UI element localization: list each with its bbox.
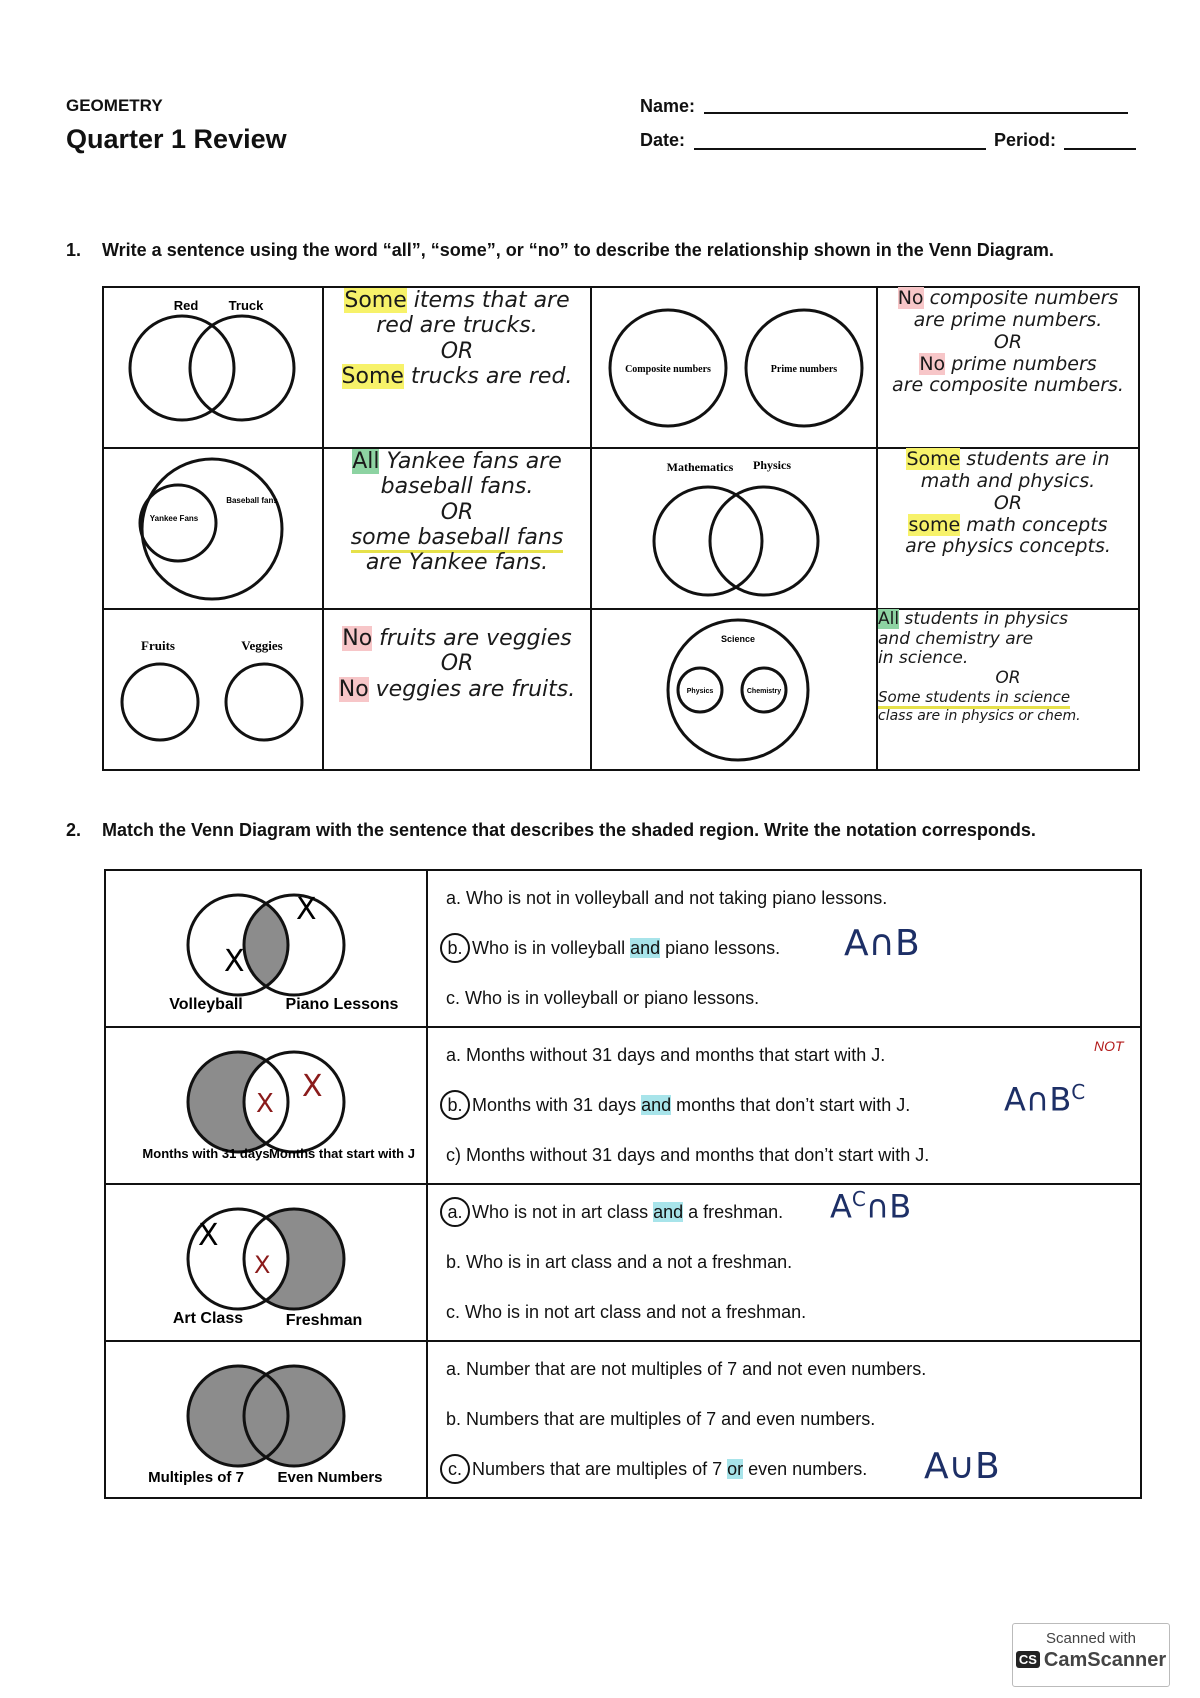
q2-prompt [66,820,1036,841]
mark-x-1: X [224,944,245,979]
option-4c-pre: Numbers that are multiples of 7 [472,1459,728,1479]
venn-red-truck [104,288,320,442]
option-1b-letter: b. [440,933,470,963]
venn-months [106,1028,424,1178]
word-some-4: some [908,513,961,536]
option-1b-pre: Who is in volleyball [472,938,631,958]
venn-yankee-baseball [104,449,320,603]
a6-line4: Some students in science [878,688,1071,707]
note-not: NOT [1094,1038,1124,1054]
circle-physics [710,487,818,595]
q2-text: Match the Venn Diagram with the sentence that describes the shaded region. Write the notation corresponds. [102,820,1036,840]
a1-line1: items that are [406,288,570,313]
option-4c [446,1444,1140,1494]
word-no-1: No [897,287,924,309]
option-1b-post: piano lessons. [660,938,781,958]
venn-multiples-even [106,1342,424,1492]
venn-art-freshman [106,1185,424,1335]
venn-volleyball-piano [106,871,424,1021]
word-some-2: Some [341,363,404,389]
page-title: Quarter 1 Review [66,124,287,154]
a5-line3: veggies are fruits. [368,676,576,702]
label-red: Red [173,298,199,313]
stamp-line2 [1013,1649,1169,1672]
word-no-3: No [342,626,373,651]
q2-table [104,869,1142,1499]
label-volleyball: Volleyball [169,996,243,1013]
q1-number: 1. [66,240,82,260]
diagram-fruits-veggies [103,609,323,770]
label-multiples: Multiples of 7 [148,1469,244,1486]
a2-line3: prime numbers [945,352,1097,375]
diagram-yankee-baseball [103,448,323,609]
label-physics-inner: Physics [686,688,714,695]
period-line [1064,148,1136,150]
answer-red-truck [323,287,591,448]
answer-math-physics [877,448,1139,609]
circle-math [654,487,762,595]
a3-line1: Yankee fans are [379,449,562,474]
option-3c: c. Who is in not art class and not a freshman. [446,1302,807,1322]
label-art: Art Class [172,1310,244,1327]
diagram-months [105,1027,427,1184]
a2-line2: are prime numbers. [913,308,1103,331]
camscanner-stamp [1012,1623,1170,1687]
word-some-1: Some [344,288,407,313]
a4-line1: students are in [960,448,1110,470]
a4-or: OR [993,491,1023,514]
mark-x-2: X [296,892,317,927]
period-label: Period: [994,130,1057,150]
a5-or: OR [440,651,474,677]
option-3b: b. Who is in art class and a not a freshman. [446,1252,793,1272]
a6-line3: in science. [878,648,969,669]
label-yankee: Yankee Fans [149,514,199,523]
a2-line1: composite numbers [923,287,1119,309]
label-piano: Piano Lessons [285,996,399,1013]
diagram-math-physics [591,448,877,609]
diagram-composite-prime [591,287,877,448]
a3-line4: are Yankee fans. [365,550,549,576]
label-veggies: Veggies [241,638,283,653]
circle-fruits [122,664,198,740]
a6-line5: class are in physics or chem. [878,707,1081,724]
a2-or: OR [993,330,1023,353]
diagram-multiples-even [105,1341,427,1498]
label-prime: Prime numbers [770,364,838,375]
label-fruits: Fruits [141,638,175,653]
label-months-31: Months with 31 days [142,1146,270,1161]
a4-line3: math concepts [960,513,1108,536]
option-2b-hl: and [641,1095,672,1115]
q2-number: 2. [66,820,82,840]
answer-2 [1004,1080,1085,1119]
word-some-3: Some [906,448,961,470]
option-1b [446,923,1140,973]
option-4c-post: even numbers. [743,1459,868,1479]
subject-label: GEOMETRY [66,96,163,115]
a6-line1: students in physics [899,609,1069,629]
option-2b-letter: b. [440,1090,470,1120]
a6-line2: and chemistry are [878,628,1034,649]
label-science: Science [720,634,756,644]
mark-x-6: X [254,1251,271,1279]
answer-2-sup: C [1071,1080,1086,1104]
answer-science [877,609,1139,770]
a1-line2: red are trucks. [376,313,538,339]
diagram-art-freshman [105,1184,427,1341]
answer-3-a: A [830,1187,852,1226]
label-truck: Truck [228,298,264,313]
answer-yankee-baseball [323,448,591,609]
option-3a-hl: and [653,1202,684,1222]
mark-x-3: X [256,1089,274,1119]
stamp-brand: CamScanner [1043,1649,1167,1671]
venn-math-physics [592,449,874,603]
q1-prompt [66,240,1054,261]
a3-line2: baseball fans. [380,474,534,500]
a3-line3: some baseball fans [350,524,564,550]
circle-red [130,316,234,420]
answer-4: A∪B [924,1446,1000,1487]
answer-1: A∩B [844,923,920,964]
name-label: Name: [640,96,696,116]
option-1b-hl: and [630,938,661,958]
option-4c-letter: c. [440,1454,470,1484]
option-4b: b. Numbers that are multiples of 7 and even numbers. [446,1409,876,1429]
diagram-volleyball-piano [105,870,427,1027]
answer-3-sup: C [851,1187,866,1211]
diagram-science [591,609,877,770]
date-line [694,148,986,150]
answer-2-main: A∩B [1004,1080,1072,1119]
label-months-j: Months that start with J [269,1146,415,1161]
a6-or: OR [995,667,1021,688]
label-physics: Physics [752,458,792,472]
circle-truck [190,316,294,420]
q1-text: Write a sentence using the word “all”, “some”, or “no” to describe the relationship shown in the Venn Diagram. [102,240,1054,260]
word-all-2: All [878,609,900,629]
circle-baseball [142,459,282,599]
a1-or: OR [440,338,474,364]
a4-line2: math and physics. [920,469,1096,492]
option-3a [446,1187,1140,1237]
option-3a-post: a freshman. [683,1202,784,1222]
label-freshman: Freshman [285,1312,363,1329]
circle-yankee [140,485,216,561]
option-2c: c) Months without 31 days and months that don’t start with J. [446,1145,930,1165]
option-4a: a. Number that are not multiples of 7 and not even numbers. [446,1359,927,1379]
label-baseball: Baseball fans [226,496,278,505]
word-no-2: No [919,352,946,375]
option-2b-pre: Months with 31 days [472,1095,642,1115]
option-2a: a. Months without 31 days and months that start with J. [446,1045,886,1065]
option-4c-hl: or [727,1459,744,1479]
diagram-red-truck [103,287,323,448]
date-label: Date: [640,130,686,150]
circle-veggies [226,664,302,740]
label-chemistry: Chemistry [746,688,782,695]
q1-table [102,286,1140,771]
stamp-line1: Scanned with [1045,1630,1137,1647]
options-row-1 [427,870,1141,1027]
camscanner-logo-icon: CS [1016,1651,1040,1668]
mark-x-5: X [198,1218,219,1253]
options-row-3 [427,1184,1141,1341]
venn-composite-prime [592,288,874,442]
a4-line4: are physics concepts. [905,535,1111,558]
word-no-4: No [338,676,369,702]
answer-3-b: ∩B [865,1187,912,1226]
name-line [704,112,1128,114]
venn-science [592,610,874,764]
word-all-1: All [352,449,380,474]
label-math: Mathematics [666,460,734,474]
answer-3 [830,1187,911,1226]
options-row-4 [427,1341,1141,1498]
a3-or: OR [440,499,474,525]
a2-line4: are composite numbers. [892,374,1124,397]
option-1c: c. Who is in volleyball or piano lessons. [446,988,760,1008]
mark-x-4: X [302,1069,323,1104]
answer-composite-prime [877,287,1139,448]
venn-fruits-veggies [104,610,320,764]
label-even: Even Numbers [277,1469,383,1486]
option-1a: a. Who is not in volleyball and not taking piano lessons. [446,888,888,908]
answer-fruits-veggies [323,609,591,770]
option-2b-post: months that don’t start with J. [671,1095,911,1115]
option-3a-pre: Who is not in art class [472,1202,654,1222]
options-row-2 [427,1027,1141,1184]
label-composite: Composite numbers [625,364,711,375]
option-3a-letter: a. [440,1197,470,1227]
a5-line1: fruits are veggies [372,626,572,651]
a1-line3: trucks are red. [403,363,573,389]
